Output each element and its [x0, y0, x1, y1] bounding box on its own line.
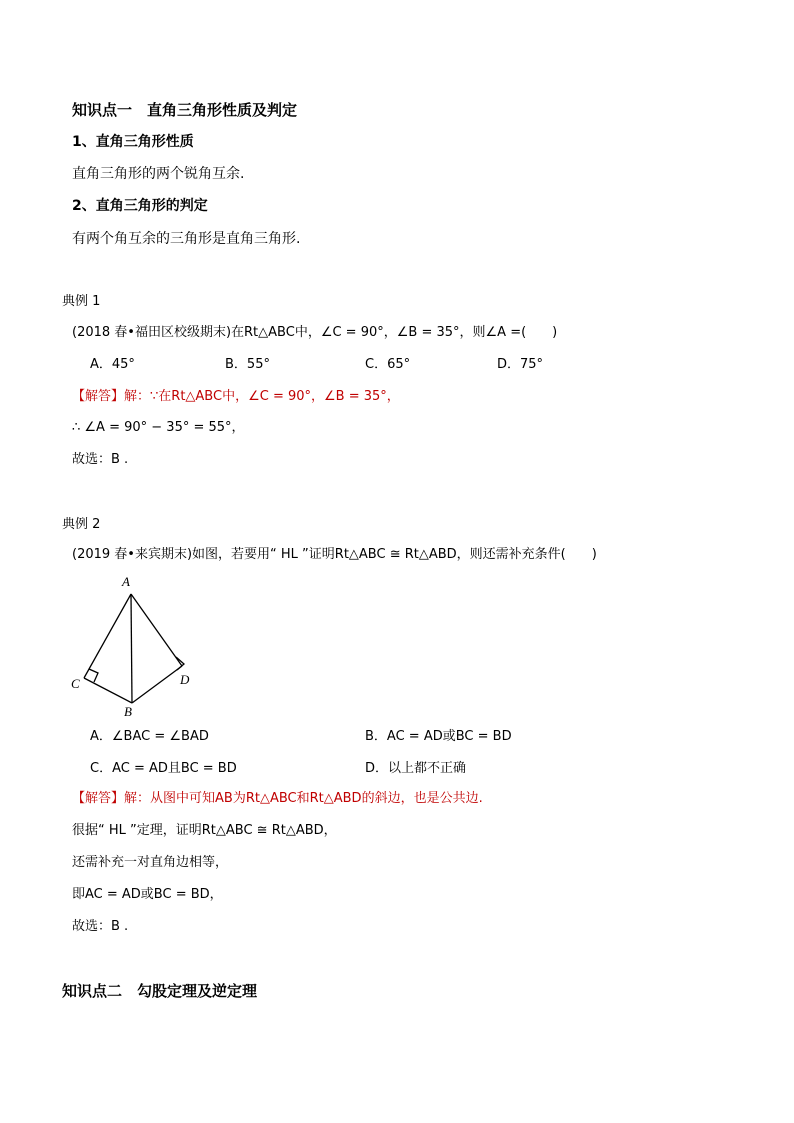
answer-tag: 【解答】: [72, 791, 125, 806]
property-text: 直角三角形的两个锐角互余.: [72, 166, 245, 182]
segment-db: [132, 666, 182, 703]
example-2-option-c: C．AC = AD且BC = BD: [90, 761, 237, 776]
example-2-answer-line-5: 故选：B .: [72, 919, 129, 934]
example-2-label: 典例 2: [62, 517, 101, 532]
vertex-label-a: A: [122, 574, 130, 589]
example-1-label: 典例 1: [62, 294, 101, 309]
example-1-answer-line-2: ∴ ∠A = 90° − 35° = 55°，: [72, 420, 245, 435]
right-angle-mark-c: [89, 669, 98, 682]
answer-tag: 【解答】: [72, 389, 125, 404]
segment-ab: [131, 594, 132, 703]
segment-cb: [84, 678, 132, 703]
example-1-option-c: C．65°: [365, 357, 411, 372]
section-title-kp2: 知识点二 勾股定理及逆定理: [62, 982, 258, 1000]
vertex-label-b: B: [124, 704, 132, 719]
subheading-criterion: 2、直角三角形的判定: [72, 198, 208, 214]
example-2-answer-line-3: 还需补充一对直角边相等，: [72, 855, 229, 870]
example-1-option-a: A．45°: [90, 357, 135, 372]
example-2-option-b: B．AC = AD或BC = BD: [365, 729, 512, 744]
segment-ac: [84, 594, 131, 678]
subheading-property: 1、直角三角形性质: [72, 134, 194, 150]
example-2-answer-line-1: [72, 790, 483, 808]
example-1-question: (2018 春•福田区校级期末)在Rt△ABC中，∠C = 90°，∠B = 35°，则∠A =( ): [72, 325, 558, 340]
criterion-text: 有两个角互余的三角形是直角三角形.: [72, 231, 301, 247]
answer-text: 解：∵在Rt△ABC中，∠C = 90°，∠B = 35°，: [124, 389, 400, 404]
example-1-option-d: D．75°: [497, 357, 544, 372]
example-1-answer-line-1: [72, 388, 400, 406]
segment-ad: [131, 594, 182, 666]
vertex-label-d: D: [180, 672, 190, 687]
example-2-question: (2019 春•来宾期末)如图，若要用“ HL ”证明Rt△ABC ≅ Rt△ABD，则还需补充条件( ): [72, 547, 597, 562]
example-2-answer-line-2: 很据“ HL ”定理，证明Rt△ABC ≅ Rt△ABD，: [72, 823, 337, 838]
example-2-option-a: A．∠BAC = ∠BAD: [90, 729, 209, 744]
example-1-answer-line-3: 故选：B .: [72, 452, 129, 467]
example-2-option-d: D．以上都不正确: [365, 761, 467, 776]
vertex-label-c: C: [71, 676, 80, 691]
section-title-kp1: 知识点一 直角三角形性质及判定: [72, 101, 298, 119]
example-2-answer-line-4: 即AC = AD或BC = BD，: [72, 887, 223, 902]
triangle-figure: [66, 570, 206, 720]
answer-text: 解：从图中可知AB为Rt△ABC和Rt△ABD的斜边，也是公共边.: [124, 791, 483, 806]
example-1-option-b: B．55°: [225, 357, 270, 372]
